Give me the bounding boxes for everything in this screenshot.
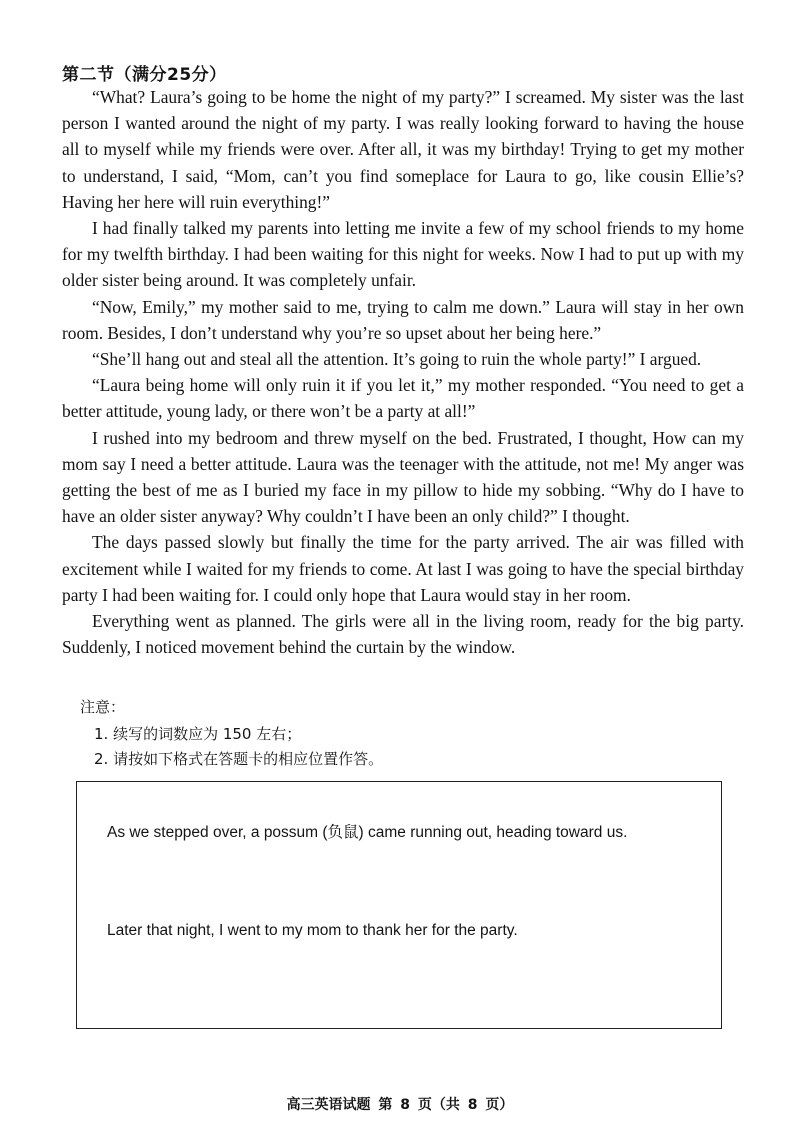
notes-list xyxy=(94,722,383,772)
story-passage xyxy=(62,84,744,660)
continuation-prompt-2: Later that night, I went to my mom to thank her for the party. xyxy=(107,922,518,939)
section-title: 第二节（满分25分） xyxy=(62,65,227,85)
note-item-1: 1. 续写的词数应为 150 左右； xyxy=(94,725,302,743)
answer-box xyxy=(76,781,722,1029)
paragraph-2: I had finally talked my parents into letting me invite a few of my school friends to my home for my twelfth birthday. I had been waiting for this night for weeks. Now I had to put up with my older sister being around. It was completely unfair. xyxy=(62,218,744,291)
paragraph-7: The days passed slowly but finally the time for the party arrived. The air was filled with excitement while I waited for my friends to come. At last I was going to have the special birthday party I had been waiting for. I could only hope that Laura would stay in her room. xyxy=(62,532,744,605)
notes-title: 注意： xyxy=(80,698,126,716)
note-item-2: 2. 请按如下格式在答题卡的相应位置作答。 xyxy=(94,750,384,768)
page-footer: 高三英语试题 第 8 页（共 8 页） xyxy=(286,1097,514,1113)
paragraph-4: “She’ll hang out and steal all the attention. It’s going to ruin the whole party!” I argued. xyxy=(92,349,702,370)
paragraph-1: “What? Laura’s going to be home the night of my party?” I screamed. My sister was the last person I wanted around the night of my party. I was really looking forward to having the house all to myself while my friends were over. After all, it was my birthday! Trying to get my mother to understand, I said, “Mom, can’t you find someplace for Laura to go, like cousin Ellie’s? Having her here will ruin everything!” xyxy=(62,87,744,212)
paragraph-6: I rushed into my bedroom and threw myself on the bed. Frustrated, I thought, How can my mom say I need a better attitude. Laura was the teenager with the attitude, not me! My anger was getting the best of me as I buried my face in my pillow to hide my sobbing. “Why do I have to have an older sister anyway? Why couldn’t I have been an only child?” I thought. xyxy=(62,427,744,527)
continuation-prompt-1: As we stepped over, a possum (负鼠) came running out, heading toward us. xyxy=(107,824,628,841)
paragraph-5: “Laura being home will only ruin it if you let it,” my mother responded. “You need to get a better attitude, young lady, or there won’t be a party at all!” xyxy=(62,375,744,422)
paragraph-3: “Now, Emily,” my mother said to me, trying to calm me down.” Laura will stay in her own room. Besides, I don’t understand why you’re so upset about her being here.” xyxy=(62,296,744,343)
paragraph-8: Everything went as planned. The girls were all in the living room, ready for the big party. Suddenly, I noticed movement behind the curtain by the window. xyxy=(62,611,744,658)
